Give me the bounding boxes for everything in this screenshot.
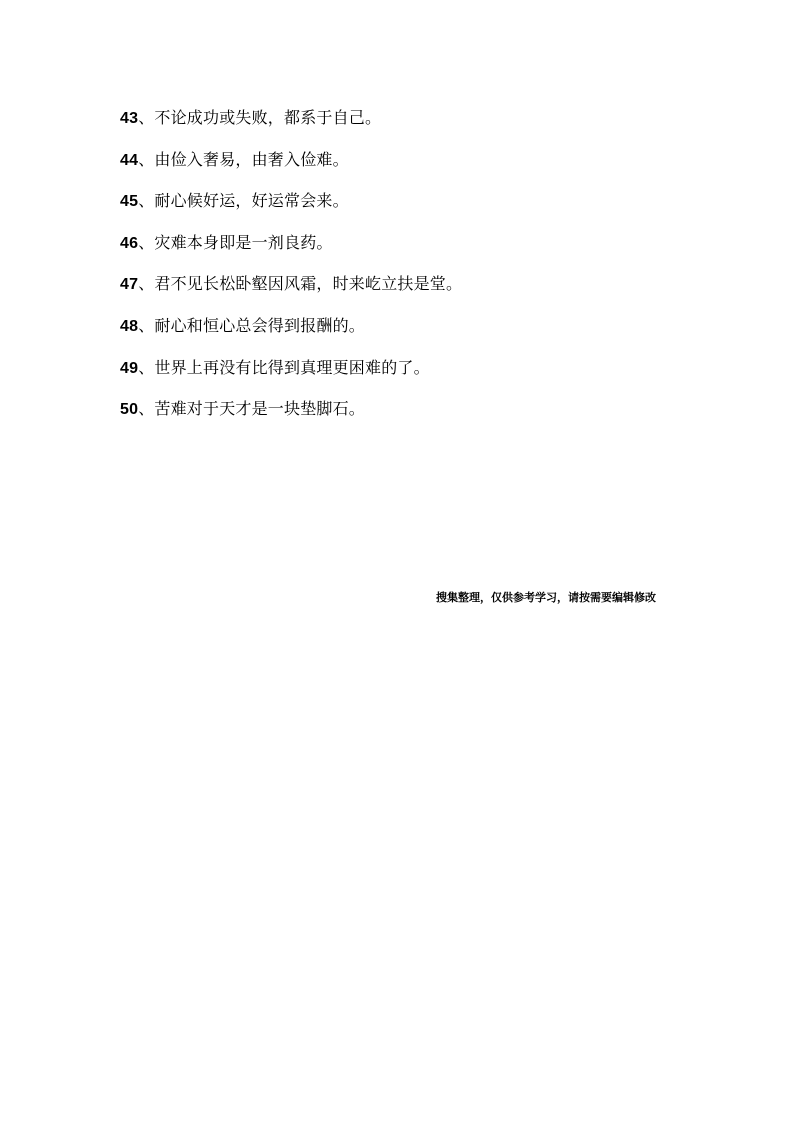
quote-text: 由俭入奢易，由奢入俭难。 [154,149,349,169]
quote-number: 46 [120,234,139,252]
quote-number: 48 [120,317,139,335]
quote-number: 44 [120,151,139,169]
quote-item-44 [120,146,680,188]
quote-separator: 、 [138,108,155,127]
quote-number: 49 [120,359,139,377]
quote-separator: 、 [138,315,155,335]
quote-item-50 [120,395,680,437]
quote-text: 灾难本身即是一剂良药。 [154,232,333,252]
quote-item-48 [120,312,680,354]
footer-note: 搜集整理，仅供参考学习，请按需要编辑修改 [436,591,656,604]
quote-separator: 、 [138,149,155,169]
quote-number: 45 [120,193,139,211]
quote-number: 50 [120,401,139,419]
quote-separator: 、 [138,191,155,211]
quote-text: 耐心候好运，好运常会来。 [154,191,349,211]
quote-text: 不论成功或失败，都系于自己。 [154,108,382,127]
quote-text: 世界上再没有比得到真理更困难的了。 [154,357,430,377]
quote-separator: 、 [138,357,155,377]
quote-item-49 [120,354,680,396]
quote-number: 43 [120,110,139,127]
quote-item-47 [120,270,680,312]
quote-list [120,104,680,437]
quote-item-45 [120,187,680,229]
quote-item-43 [120,104,680,146]
quote-item-46 [120,229,680,271]
quote-text: 耐心和恒心总会得到报酬的。 [154,315,366,335]
quote-separator: 、 [138,399,155,419]
quote-separator: 、 [138,232,155,252]
quote-separator: 、 [138,274,155,294]
quote-text: 苦难对于天才是一块垫脚石。 [154,399,366,419]
quote-number: 47 [120,276,139,294]
quote-text: 君不见长松卧壑因风霜，时来屹立扶是堂。 [154,274,463,294]
